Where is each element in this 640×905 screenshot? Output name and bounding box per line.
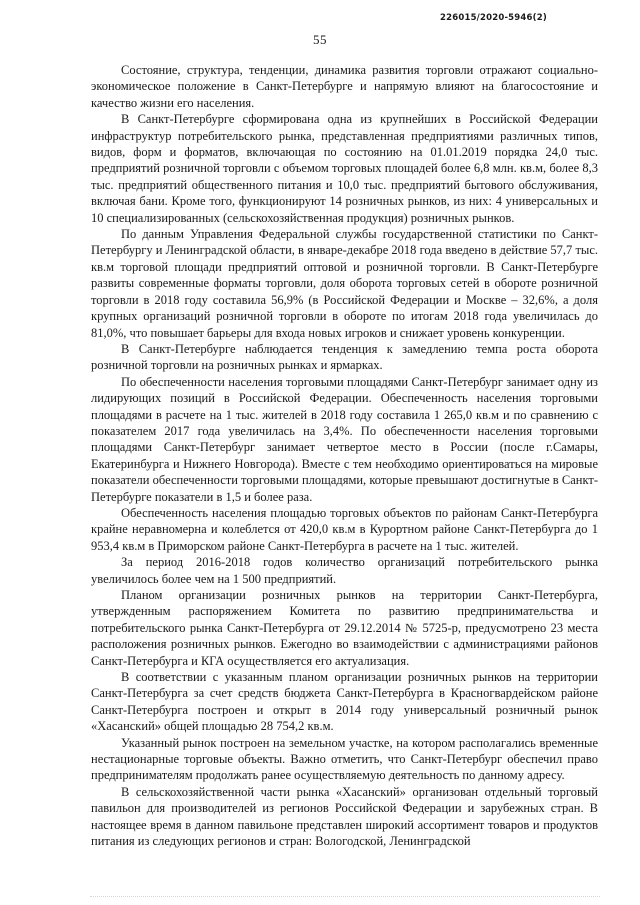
- scan-artifact: [90, 896, 600, 903]
- page-number: 55: [313, 32, 327, 47]
- paragraph: В Санкт-Петербурге наблюдается тенденция к замедлению темпа роста оборота розничной торговли на розничных рынках и ярмарках.: [91, 341, 598, 373]
- paragraph: В соответствии с указанным планом организации розничных рынков на территории Санкт-Петербурга за счет средств бюджета Санкт-Петербурга в Красногвардейском районе Санкт-Петербурга построен и открыт в 2014 году универсальный розничный рынок «Хасанский» общей площадью 28 754,2 кв.м.: [91, 670, 598, 734]
- paragraph: Состояние, структура, тенденции, динамика развития торговли отражают социально-экономическое положение в Санкт-Петербурге и напрямую влияют на благосостояние и качество жизни его населения.: [91, 63, 598, 110]
- paragraph: В Санкт-Петербурге сформирована одна из крупнейших в Российской Федерации инфраструктур потребительского рынка, представленная предприятиями различных типов, видов, форм и форматов, включающая по состоянию на 01.01.2019 порядка 24,0 тыс. предприятий розничной торговли с объемом торговых площадей более 6,8 млн. кв.м, более 8,3 тыс. предприятий общественного питания и 10,0 тыс. предприятий бытового обслуживания, включая бани. Кроме того, функционируют 14 розничных рынков, из них: 4 универсальных и 10 специализированных (сельскохозяйственная продукция) розничных рынков.: [91, 112, 598, 225]
- document-body: [91, 62, 598, 850]
- paragraph: Обеспеченность населения площадью торговых объектов по районам Санкт-Петербурга крайне неравномерна и колеблется от 420,0 кв.м в Курортном районе Санкт-Петербурга до 1 953,4 кв.м в Приморском районе Санкт-Петербурга в расчете на 1 тыс. жителей.: [91, 505, 598, 553]
- paragraph: За период 2016-2018 годов количество организаций потребительского рынка увеличилось более чем на 1 500 предприятий.: [91, 555, 598, 586]
- paragraph: Планом организации розничных рынков на территории Санкт-Петербурга, утвержденным распоряжением Комитета по развитию предпринимательства и потребительского рынка Санкт-Петербурга от 29.12.2014 № 5725-р, предусмотрено 23 места расположения розничных рынков. Ежегодно во взаимодействии с администрациями районов Санкт-Петербурга и КГА осуществляется его актуализация.: [91, 588, 598, 668]
- paragraph: По обеспеченности населения торговыми площадями Санкт-Петербург занимает одну из лидирующих позиций в Российской Федерации. Обеспеченность населения торговыми площадями в расчете на 1 тыс. жителей в 2018 году составила 1 265,0 кв.м и по сравнению с показателем 2017 года увеличилась на 3,4%. По обеспеченности населения торговыми площадями Санкт-Петербург занимает четвертое место в России (после г.Самары, Екатеринбурга и Нижнего Новгорода). Вместе с тем необходимо ориентироваться на мировые показатели обеспеченности торговыми площадями, которые превышают достигнутые в Санкт-Петербурге показатели в 1,5 и более раза.: [91, 374, 598, 504]
- document-id: 226015/2020-5946(2): [440, 13, 547, 23]
- paragraph: В сельскохозяйственной части рынка «Хасанский» организован отдельный торговый павильон для производителей из регионов Российской Федерации и зарубежных стран. В настоящее время в данном павильоне представлен широкий ассортимент товаров и продуктов питания из следующих регионов и стран: Вологодской, Ленинградской: [91, 784, 598, 849]
- paragraph: По данным Управления Федеральной службы государственной статистики по Санкт-Петербургу и Ленинградской области, в январе-декабре 2018 года введено в действие 57,7 тыс. кв.м торговой площади предприятий оптовой и розничной торговли. В Санкт-Петербурге развиты современные форматы торговли, доля оборота торговых сетей в обороте розничной торговли в 2018 году составила 56,9% (в Российской Федерации и Москве – 32,6%, а доля крупных организаций розничной торговли в обороте по итогам 2018 года увеличилась до 81,0%, что повышает барьеры для входа новых игроков и снижает уровень конкуренции.: [91, 227, 598, 340]
- paragraph: Указанный рынок построен на земельном участке, на котором располагались временные нестационарные торговые объекты. Важно отметить, что Санкт-Петербург обеспечил право предпринимателям продолжать ранее осуществляемую деятельность по данному адресу.: [91, 735, 598, 783]
